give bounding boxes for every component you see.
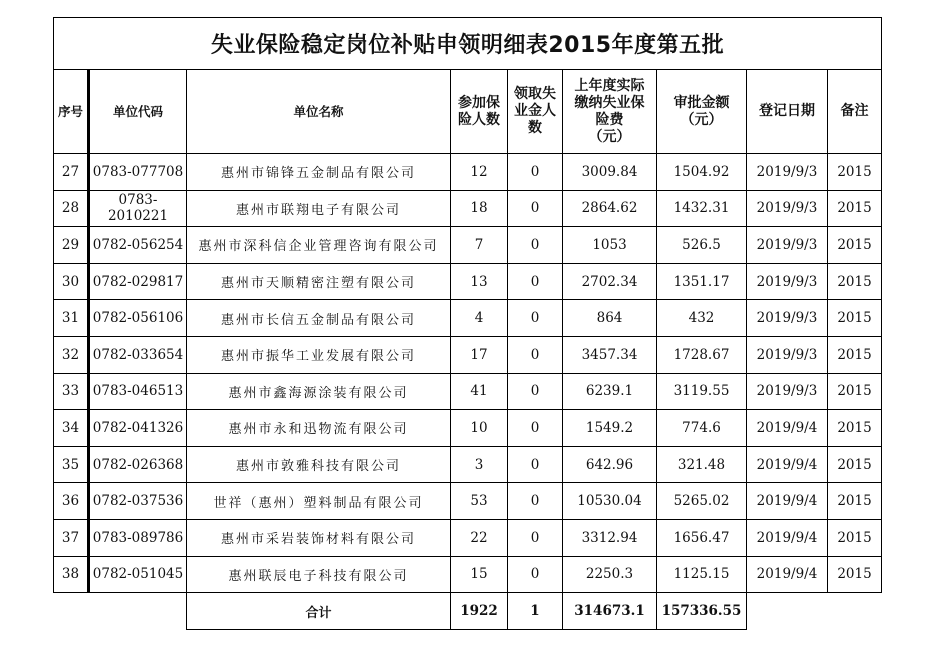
cell-code: 0783-077708: [89, 154, 187, 191]
cell-date: 2019/9/4: [747, 556, 828, 593]
cell-remark: 2015: [828, 483, 882, 520]
cell-remark: 2015: [828, 556, 882, 593]
total-block: [186, 592, 747, 630]
cell-seq: 27: [54, 154, 89, 191]
cell-name: 世祥（惠州）塑料制品有限公司: [187, 483, 451, 520]
table-row: [54, 300, 882, 337]
cell-beneficiaries: 0: [508, 446, 563, 483]
cell-beneficiaries: 0: [508, 373, 563, 410]
header-approved: 审批金额 （元）: [657, 70, 747, 154]
cell-name: 惠州市永和迅物流有限公司: [187, 410, 451, 447]
header-seq: 序号: [54, 70, 89, 154]
cell-seq: 36: [54, 483, 89, 520]
cell-seq: 28: [54, 190, 89, 227]
cell-code: 0782-041326: [89, 410, 187, 447]
cell-insured: 4: [451, 300, 508, 337]
total-table: [186, 592, 747, 630]
cell-seq: 31: [54, 300, 89, 337]
cell-code: 0782-029817: [89, 263, 187, 300]
cell-date: 2019/9/3: [747, 227, 828, 264]
cell-remark: 2015: [828, 519, 882, 556]
table-row: [54, 227, 882, 264]
cell-insured: 18: [451, 190, 508, 227]
cell-date: 2019/9/3: [747, 336, 828, 373]
cell-approved: 1656.47: [657, 519, 747, 556]
header-code: 单位代码: [89, 70, 187, 154]
cell-name: 惠州市采岩装饰材料有限公司: [187, 519, 451, 556]
cell-beneficiaries: 0: [508, 190, 563, 227]
header-date: 登记日期: [747, 70, 828, 154]
cell-premium: 6239.1: [563, 373, 657, 410]
table-row: [54, 154, 882, 191]
cell-premium: 2702.34: [563, 263, 657, 300]
cell-insured: 13: [451, 263, 508, 300]
cell-insured: 53: [451, 483, 508, 520]
cell-code: 0782-056254: [89, 227, 187, 264]
cell-approved: 526.5: [657, 227, 747, 264]
total-approved: 157336.55: [657, 593, 747, 630]
cell-name: 惠州市锦锋五金制品有限公司: [187, 154, 451, 191]
cell-code: 0783-089786: [89, 519, 187, 556]
cell-name: 惠州市敦雅科技有限公司: [187, 446, 451, 483]
total-beneficiaries: 1: [508, 593, 563, 630]
cell-approved: 1351.17: [657, 263, 747, 300]
header-premium: 上年度实际 缴纳失业保 险费 （元）: [563, 70, 657, 154]
table-row: [54, 519, 882, 556]
cell-date: 2019/9/4: [747, 446, 828, 483]
cell-date: 2019/9/3: [747, 373, 828, 410]
cell-beneficiaries: 0: [508, 263, 563, 300]
cell-remark: 2015: [828, 410, 882, 447]
cell-approved: 1728.67: [657, 336, 747, 373]
cell-beneficiaries: 0: [508, 556, 563, 593]
cell-code: 0782-056106: [89, 300, 187, 337]
cell-seq: 37: [54, 519, 89, 556]
cell-code: 0782-051045: [89, 556, 187, 593]
cell-seq: 32: [54, 336, 89, 373]
cell-premium: 2250.3: [563, 556, 657, 593]
cell-approved: 3119.55: [657, 373, 747, 410]
cell-premium: 2864.62: [563, 190, 657, 227]
cell-approved: 321.48: [657, 446, 747, 483]
cell-beneficiaries: 0: [508, 227, 563, 264]
cell-seq: 35: [54, 446, 89, 483]
table-row: [54, 446, 882, 483]
cell-remark: 2015: [828, 336, 882, 373]
cell-insured: 17: [451, 336, 508, 373]
cell-approved: 432: [657, 300, 747, 337]
cell-insured: 10: [451, 410, 508, 447]
header-insured: 参加保 险人数: [451, 70, 508, 154]
cell-seq: 29: [54, 227, 89, 264]
total-premium: 314673.1: [563, 593, 657, 630]
cell-name: 惠州市天顺精密注塑有限公司: [187, 263, 451, 300]
spreadsheet: [53, 17, 882, 593]
cell-premium: 3312.94: [563, 519, 657, 556]
cell-premium: 3009.84: [563, 154, 657, 191]
cell-seq: 38: [54, 556, 89, 593]
cell-name: 惠州市长信五金制品有限公司: [187, 300, 451, 337]
cell-date: 2019/9/3: [747, 263, 828, 300]
cell-premium: 10530.04: [563, 483, 657, 520]
cell-beneficiaries: 0: [508, 300, 563, 337]
table-row: [54, 336, 882, 373]
cell-date: 2019/9/3: [747, 154, 828, 191]
cell-name: 惠州市鑫海源涂装有限公司: [187, 373, 451, 410]
cell-insured: 7: [451, 227, 508, 264]
cell-remark: 2015: [828, 300, 882, 337]
cell-approved: 1504.92: [657, 154, 747, 191]
cell-name: 惠州市振华工业发展有限公司: [187, 336, 451, 373]
cell-seq: 34: [54, 410, 89, 447]
table-row: [54, 556, 882, 593]
cell-date: 2019/9/3: [747, 300, 828, 337]
cell-beneficiaries: 0: [508, 519, 563, 556]
cell-insured: 3: [451, 446, 508, 483]
cell-beneficiaries: 0: [508, 154, 563, 191]
cell-approved: 5265.02: [657, 483, 747, 520]
cell-premium: 1549.2: [563, 410, 657, 447]
cell-beneficiaries: 0: [508, 336, 563, 373]
cell-remark: 2015: [828, 446, 882, 483]
cell-date: 2019/9/4: [747, 410, 828, 447]
detail-table: [53, 17, 882, 593]
cell-seq: 33: [54, 373, 89, 410]
cell-code: 0782-037536: [89, 483, 187, 520]
cell-premium: 864: [563, 300, 657, 337]
cell-remark: 2015: [828, 190, 882, 227]
cell-insured: 22: [451, 519, 508, 556]
cell-premium: 1053: [563, 227, 657, 264]
total-label: 合计: [187, 593, 451, 630]
total-row: [187, 593, 747, 630]
header-name: 单位名称: [187, 70, 451, 154]
cell-insured: 15: [451, 556, 508, 593]
cell-date: 2019/9/4: [747, 519, 828, 556]
cell-code: 0782-026368: [89, 446, 187, 483]
cell-insured: 12: [451, 154, 508, 191]
cell-code: 0783- 2010221: [89, 190, 187, 227]
cell-remark: 2015: [828, 263, 882, 300]
cell-beneficiaries: 0: [508, 483, 563, 520]
cell-code: 0783-046513: [89, 373, 187, 410]
header-beneficiaries: 领取失 业金人 数: [508, 70, 563, 154]
cell-name: 惠州联辰电子科技有限公司: [187, 556, 451, 593]
table-title: 失业保险稳定岗位补贴申领明细表2015年度第五批: [54, 18, 882, 70]
header-remark: 备注: [828, 70, 882, 154]
cell-date: 2019/9/3: [747, 190, 828, 227]
table-row: [54, 373, 882, 410]
cell-approved: 774.6: [657, 410, 747, 447]
cell-code: 0782-033654: [89, 336, 187, 373]
cell-seq: 30: [54, 263, 89, 300]
header-row: [54, 70, 882, 154]
table-row: [54, 190, 882, 227]
cell-insured: 41: [451, 373, 508, 410]
cell-name: 惠州市联翔电子有限公司: [187, 190, 451, 227]
cell-name: 惠州市深科信企业管理咨询有限公司: [187, 227, 451, 264]
cell-premium: 642.96: [563, 446, 657, 483]
table-row: [54, 410, 882, 447]
cell-approved: 1432.31: [657, 190, 747, 227]
cell-approved: 1125.15: [657, 556, 747, 593]
cell-beneficiaries: 0: [508, 410, 563, 447]
cell-date: 2019/9/4: [747, 483, 828, 520]
cell-remark: 2015: [828, 373, 882, 410]
table-row: [54, 483, 882, 520]
cell-remark: 2015: [828, 227, 882, 264]
total-insured: 1922: [451, 593, 508, 630]
table-row: [54, 263, 882, 300]
cell-remark: 2015: [828, 154, 882, 191]
cell-premium: 3457.34: [563, 336, 657, 373]
